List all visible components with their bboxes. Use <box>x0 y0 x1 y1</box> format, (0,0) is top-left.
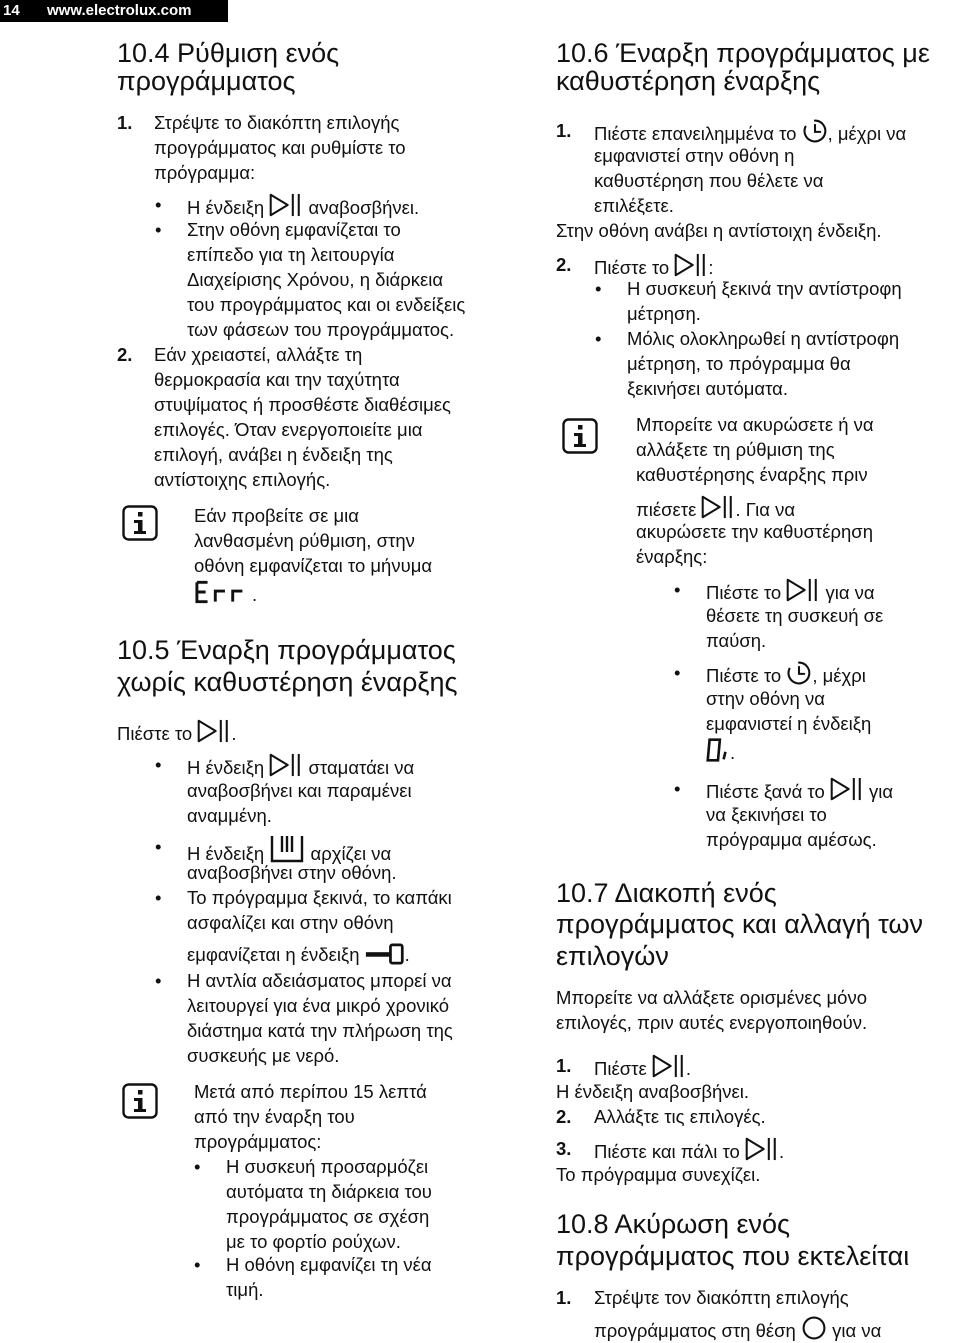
section-title-10-6-line1: 10.6 Έναρξη προγράμματος με <box>556 38 930 68</box>
start-pause-icon <box>197 718 231 744</box>
paragraph: Στην οθόνη ανάβει η αντίστοιχη ένδειξη. <box>556 220 882 241</box>
info-text: πιέσετε . Για να <box>636 494 795 522</box>
step-text: επιλογή, ανάβει η ένδειξη της <box>154 444 393 465</box>
list-item-text: εμφανιστεί η ένδειξη <box>706 713 872 734</box>
list-item-text: λειτουργεί για ένα μικρό χρονικό <box>187 995 450 1016</box>
err-display-icon <box>194 580 254 604</box>
list-item-text: διάστημα κατά την πλήρωση της <box>187 1020 453 1041</box>
section-title-10-8-line1: 10.8 Ακύρωση ενός <box>556 1209 791 1239</box>
section-title-10-7-line3: επιλογών <box>556 941 669 971</box>
paragraph: Η ένδειξη αναβοσβήνει. <box>556 1081 750 1102</box>
start-pause-icon <box>745 1136 779 1162</box>
section-title-10-6-line2: καθυστέρηση έναρξης <box>556 66 821 96</box>
list-item-text: αναβοσβήνει στην οθόνη. <box>187 862 397 883</box>
info-text: ακυρώσετε την καθυστέρηση <box>636 521 873 542</box>
list-item: • Η οθόνη εμφανίζει τη νέα <box>226 1252 432 1277</box>
list-item-text: των φάσεων του προγράμματος. <box>187 319 455 340</box>
list-item: • Η ένδειξη σταματάει να <box>187 752 414 780</box>
list-item: • Μόλις ολοκληρωθεί η αντίστροφη <box>627 326 899 351</box>
list-item-text: αυτόματα τη διάρκεια του <box>226 1181 432 1202</box>
list-item-text: μέτρηση. <box>627 303 701 324</box>
list-item: • Πιέστε το , μέχρι <box>706 660 866 688</box>
section-title-10-4-line1: 10.4 Ρύθμιση ενός <box>117 38 340 68</box>
list-item-text: επίπεδο για τη λειτουργία <box>187 244 395 265</box>
paragraph: Το πρόγραμμα συνεχίζει. <box>556 1164 761 1185</box>
start-pause-icon <box>674 252 708 278</box>
section-title-10-8-line2: προγράμματος που εκτελείται <box>556 1241 910 1271</box>
step-text: πρόγραμμα: <box>154 162 256 183</box>
list-item-text: μέτρηση, το πρόγραμμα θα <box>627 353 851 374</box>
info-icon <box>122 1083 158 1119</box>
start-pause-icon <box>652 1053 686 1079</box>
start-pause-icon <box>269 192 303 218</box>
section-title-10-7-line1: 10.7 Διακοπή ενός <box>556 878 777 908</box>
list-item-text: να ξεκινήσει το <box>706 804 827 825</box>
start-pause-icon <box>269 752 303 778</box>
page-number: 14 <box>3 2 20 19</box>
list-item: • Πιέστε ξανά το για <box>706 776 893 804</box>
step-number: 3. <box>556 1138 572 1159</box>
info-icon <box>122 505 158 541</box>
step-text: εμφανιστεί στην οθόνη η <box>594 145 795 166</box>
info-text: οθόνη εμφανίζεται το μήνυμα <box>194 555 433 576</box>
step-number: 2. <box>556 254 572 275</box>
step-number: 2. <box>556 1106 572 1127</box>
info-text: Μπορείτε να ακυρώσετε ή να <box>636 414 874 435</box>
section-title-10-7-line2: προγράμματος και αλλαγή των <box>556 909 923 939</box>
info-text: Εάν προβείτε σε μια <box>194 505 359 526</box>
list-item-text: τιμή. <box>226 1279 264 1300</box>
list-item-text: . <box>730 742 736 763</box>
list-item: • Η ένδειξη αναβοσβήνει. <box>187 192 419 220</box>
step-text: Πιέστε . <box>594 1053 691 1081</box>
step-text: αντίστοιχης επιλογής. <box>154 469 331 490</box>
list-item: • Πιέστε το για να <box>706 577 875 605</box>
step-text: Πιέστε επανειλημμένα το , μέχρι να <box>594 118 906 146</box>
section-title-10-5-line1: 10.5 Έναρξη προγράμματος <box>117 635 456 665</box>
step-text: Αλλάξτε τις επιλογές. <box>594 1106 766 1127</box>
key-lock-icon <box>365 943 405 965</box>
list-item-text: με το φορτίο ρούχων. <box>226 1231 401 1252</box>
list-item: • Το πρόγραμμα ξεκινά, το καπάκι <box>187 885 452 910</box>
section-title-10-5-line2: χωρίς καθυστέρηση έναρξης <box>117 667 458 697</box>
off-position-icon <box>801 1315 827 1341</box>
step-number: 1. <box>556 120 572 141</box>
list-item-text: θέσετε τη συσκευή σε <box>706 605 884 626</box>
step-number: 1. <box>117 112 133 133</box>
page-header <box>0 0 228 22</box>
step-text: επιλογές. Όταν ενεργοποιείτε μια <box>154 419 423 440</box>
info-text: Μετά από περίπου 15 λεπτά <box>194 1081 427 1102</box>
list-item-text: παύση. <box>706 630 767 651</box>
step-text: επιλέξετε. <box>594 195 674 216</box>
step-text: θερμοκρασία και την ταχύτητα <box>154 369 400 390</box>
list-item: • Η ένδειξη αρχίζει να <box>187 834 391 866</box>
list-item-text: του προγράμματος και οι ενδείξεις <box>187 294 466 315</box>
info-text: προγράμματος: <box>194 1131 322 1152</box>
step-text: στυψίματος ή προσθέστε διαθέσιμες <box>154 394 451 415</box>
info-text: έναρξης: <box>636 546 708 567</box>
step-text: προγράμματος στη θέση για να <box>594 1315 881 1343</box>
list-item: • Η συσκευή ξεκινά την αντίστροφη <box>627 276 902 301</box>
info-text: λανθασμένη ρύθμιση, στην <box>194 530 415 551</box>
step-text: Πιέστε το : <box>594 252 713 280</box>
start-pause-icon <box>701 494 735 520</box>
paragraph: Μπορείτε να αλλάξετε ορισμένες μόνο <box>556 987 867 1008</box>
info-text: . <box>252 584 258 605</box>
step-text: καθυστέρηση που θέλετε να <box>594 170 824 191</box>
step-text: Στρέψτε τον διακόπτη επιλογής <box>594 1287 849 1308</box>
step-number: 2. <box>117 344 133 365</box>
list-item-text: αναμμένη. <box>187 805 272 826</box>
step-text: Στρέψτε το διακόπτη επιλογής <box>154 112 400 133</box>
list-item-text: πρόγραμμα αμέσως. <box>706 829 877 850</box>
step-text: προγράμματος και ρυθμίστε το <box>154 137 406 158</box>
info-text: από την έναρξη του <box>194 1106 355 1127</box>
paragraph: Πιέστε το . <box>117 718 236 746</box>
list-item-text: αναβοσβήνει και παραμένει <box>187 780 412 801</box>
list-item-text: ξεκινήσει αυτόματα. <box>627 378 788 399</box>
list-item: • Η αντλία αδειάσματος μπορεί να <box>187 968 452 993</box>
info-text: καθυστέρησης έναρξης πριν <box>636 464 868 485</box>
step-number: 1. <box>556 1055 572 1076</box>
list-item-text: ασφαλίζει και στην οθόνη <box>187 912 394 933</box>
step-text: Εάν χρειαστεί, αλλάξτε τη <box>154 344 363 365</box>
delay-start-icon <box>786 660 812 686</box>
start-pause-icon <box>830 776 864 802</box>
list-item-text: στην οθόνη να <box>706 688 825 709</box>
info-text: αλλάξετε τη ρύθμιση της <box>636 439 835 460</box>
delay-start-icon <box>802 118 828 144</box>
step-text: Πιέστε και πάλι το . <box>594 1136 784 1164</box>
list-item-text: προγράμματος σε σχέση <box>226 1206 430 1227</box>
step-number: 1. <box>556 1287 572 1308</box>
paragraph: επιλογές, πριν αυτές ενεργοποιηθούν. <box>556 1012 868 1033</box>
zero-display-icon <box>704 736 732 764</box>
list-item-text: εμφανίζεται η ένδειξη . <box>187 944 410 965</box>
start-pause-icon <box>786 577 820 603</box>
site-url: www.electrolux.com <box>47 2 192 19</box>
list-item-text: συσκευής με νερό. <box>187 1045 340 1066</box>
list-item: • Στην οθόνη εμφανίζεται το <box>187 217 401 242</box>
list-item: • Η συσκευή προσαρμόζει <box>226 1154 428 1179</box>
info-icon <box>562 418 598 454</box>
list-item-text: Διαχείρισης Χρόνου, η διάρκεια <box>187 269 444 290</box>
section-title-10-4-line2: προγράμματος <box>117 66 296 96</box>
